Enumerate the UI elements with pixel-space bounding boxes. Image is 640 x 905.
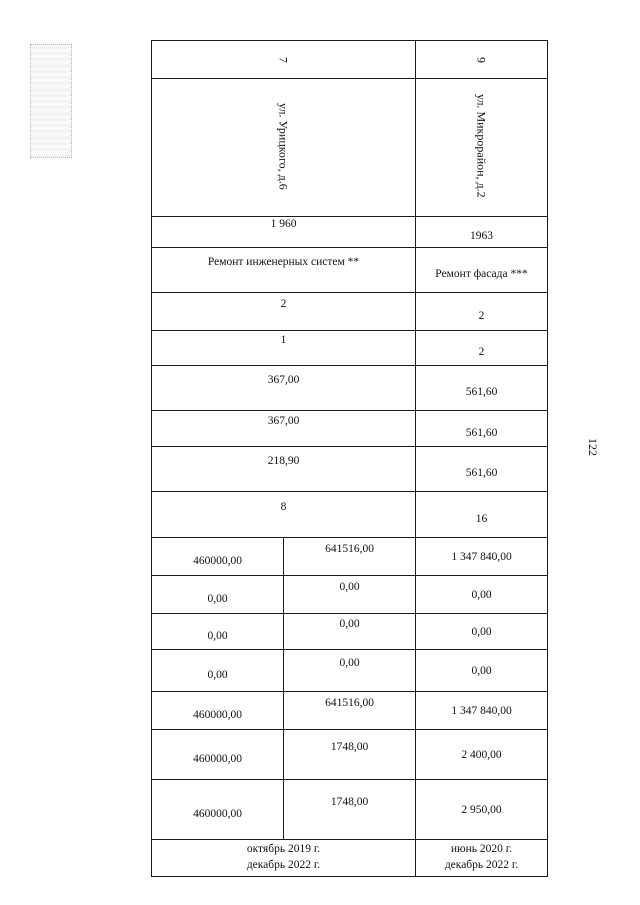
cell-finance-2-a2: 0,00: [284, 576, 416, 614]
page-number: 122: [586, 438, 601, 456]
cell-finance-7-b: 2 950,00: [416, 780, 548, 840]
cell-period-a: [152, 840, 416, 877]
cell-count-b: 16: [416, 492, 548, 538]
cell-year-a: 1 960: [152, 217, 416, 248]
cell-finance-5-b: 1 347 840,00: [416, 692, 548, 730]
cell-finance-2-b: 0,00: [416, 576, 548, 614]
cell-work-type-b: Ремонт фасада ***: [416, 248, 548, 293]
cell-finance-3-a1: 0,00: [152, 614, 284, 650]
cell-finance-3-a2: 0,00: [284, 614, 416, 650]
cell-number-b: 9: [416, 41, 548, 79]
cell-area-1-a: 367,00: [152, 366, 416, 411]
cell-finance-5-a2: 641516,00: [284, 692, 416, 730]
cell-finance-7-a1: 460000,00: [152, 780, 284, 840]
cell-finance-7-a2: 1748,00: [284, 780, 416, 840]
row-count: [152, 492, 548, 538]
cell-finance-1-b: 1 347 840,00: [416, 538, 548, 576]
row-area-2: [152, 411, 548, 447]
row-year: [152, 217, 548, 248]
row-area-1: [152, 366, 548, 411]
scan-artifact: [30, 44, 72, 158]
cell-finance-6-a1: 460000,00: [152, 730, 284, 780]
cell-area-3-b: 561,60: [416, 447, 548, 492]
row-val-a: [152, 293, 548, 331]
row-period: [152, 840, 548, 877]
cell-address-a: ул. Урицкого, д.6: [152, 79, 416, 217]
repair-table: [151, 40, 548, 877]
cell-finance-2-a1: 0,00: [152, 576, 284, 614]
period-end-b: декабрь 2022 г.: [444, 859, 519, 871]
cell-finance-1-a2: 641516,00: [284, 538, 416, 576]
cell-finance-6-a2: 1748,00: [284, 730, 416, 780]
cell-finance-4-a1: 0,00: [152, 650, 284, 692]
cell-finance-3-b: 0,00: [416, 614, 548, 650]
row-number: [152, 41, 548, 79]
period-end-a: декабрь 2022 г.: [246, 859, 321, 871]
row-finance-4: [152, 650, 548, 692]
cell-period-b: [416, 840, 548, 877]
cell-val-a-a: 2: [152, 293, 416, 331]
row-finance-5: [152, 692, 548, 730]
row-finance-6: [152, 730, 548, 780]
row-work-type: [152, 248, 548, 293]
cell-year-b: 1963: [416, 217, 548, 248]
cell-finance-1-a1: 460000,00: [152, 538, 284, 576]
cell-count-a: 8: [152, 492, 416, 538]
cell-address-b: ул. Микрорайон, д.2: [416, 79, 548, 217]
period-start-b: июнь 2020 г.: [450, 843, 513, 856]
row-val-b: [152, 331, 548, 366]
cell-work-type-a: Ремонт инженерных систем **: [152, 248, 416, 293]
cell-area-1-b: 561,60: [416, 366, 548, 411]
cell-finance-5-a1: 460000,00: [152, 692, 284, 730]
cell-val-a-b: 2: [416, 293, 548, 331]
cell-finance-6-b: 2 400,00: [416, 730, 548, 780]
cell-finance-4-b: 0,00: [416, 650, 548, 692]
cell-val-b-a: 1: [152, 331, 416, 366]
cell-area-3-a: 218,90: [152, 447, 416, 492]
cell-area-2-b: 561,60: [416, 411, 548, 447]
row-finance-2: [152, 576, 548, 614]
row-area-3: [152, 447, 548, 492]
cell-number-a: 7: [152, 41, 416, 79]
cell-val-b-b: 2: [416, 331, 548, 366]
period-start-a: октябрь 2019 г.: [246, 843, 321, 856]
cell-finance-4-a2: 0,00: [284, 650, 416, 692]
row-finance-3: [152, 614, 548, 650]
row-finance-7: [152, 780, 548, 840]
row-finance-1: [152, 538, 548, 576]
cell-area-2-a: 367,00: [152, 411, 416, 447]
row-address: [152, 79, 548, 217]
